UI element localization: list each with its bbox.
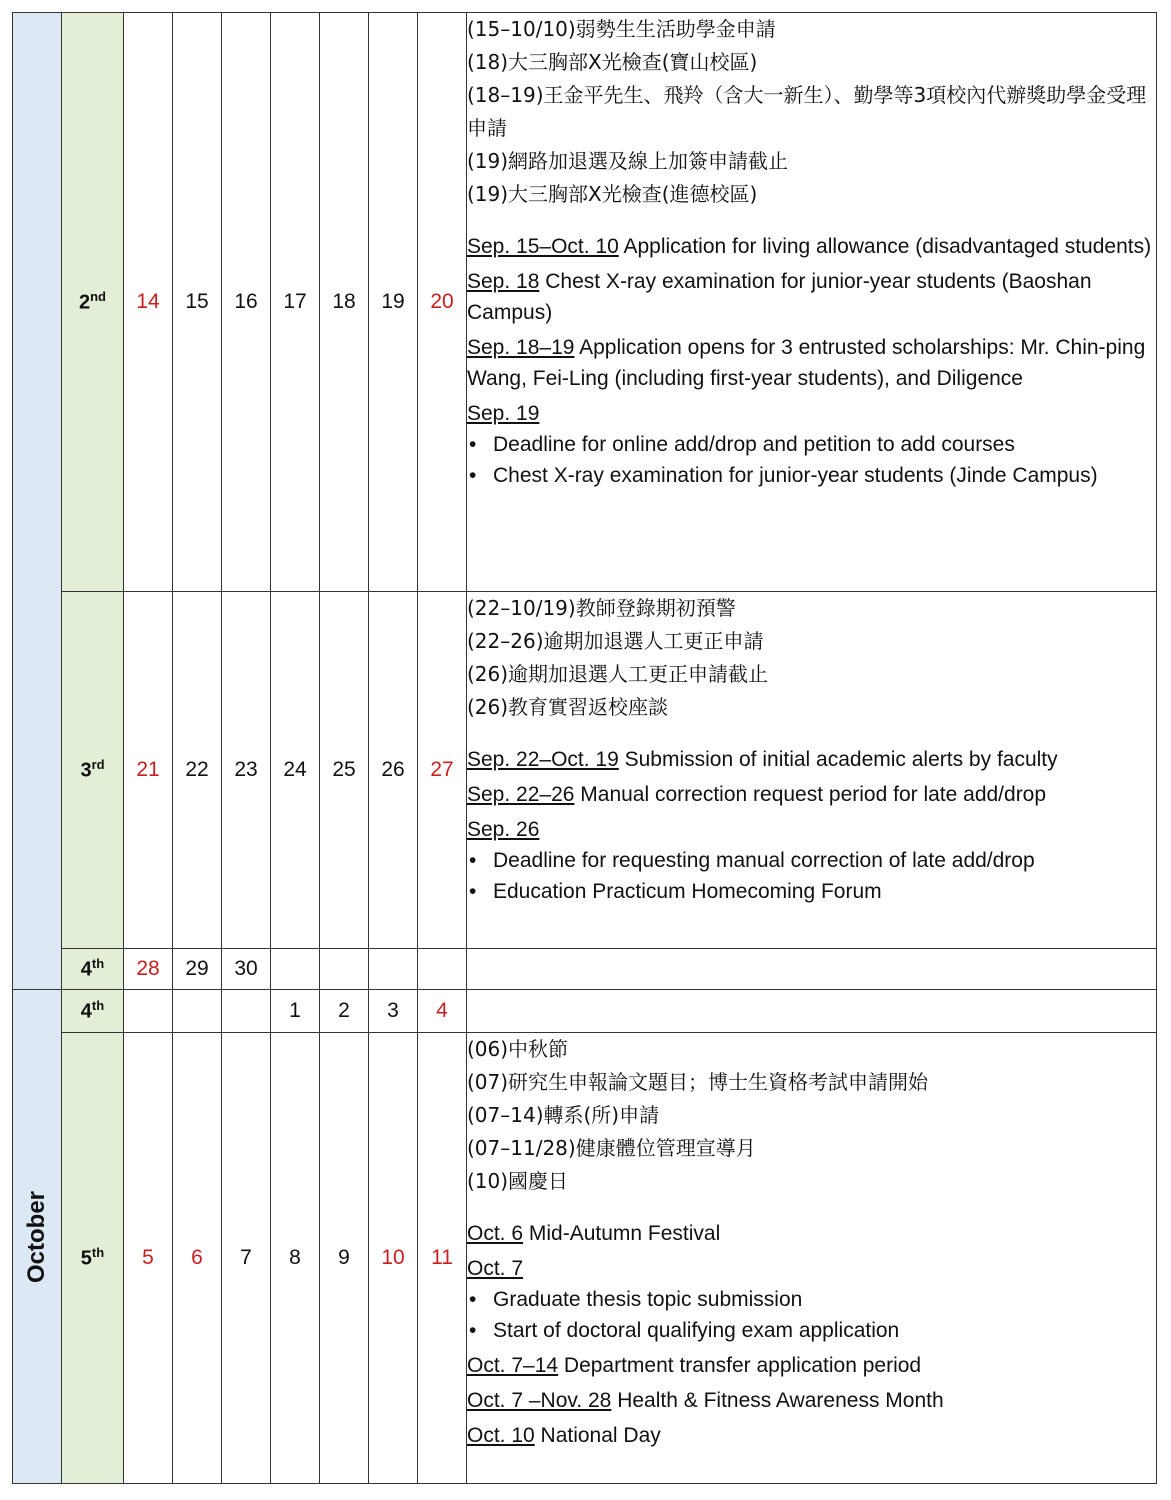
event-bullet: • Chest X-ray examination for junior-year students (Jinde Campus) — [467, 460, 1156, 491]
day-cell: 27 — [418, 592, 467, 949]
event-bullet: • Deadline for requesting manual correction of late add/drop — [467, 845, 1156, 876]
week-number: 4th — [62, 990, 124, 1033]
day-cell — [173, 990, 222, 1033]
day-cell: 26 — [369, 592, 418, 949]
event-zh: (26)教育實習返校座談 — [467, 695, 669, 719]
day-cell: 6 — [173, 1033, 222, 1484]
week-row — [13, 949, 1157, 990]
week-number: 5th — [62, 1033, 124, 1484]
day-cell: 28 — [124, 949, 173, 990]
event-en — [467, 1420, 1156, 1451]
event-bullet: • Education Practicum Homecoming Forum — [467, 876, 1156, 907]
events-cell — [467, 1033, 1157, 1484]
day-cell: 17 — [271, 13, 320, 592]
day-cell — [369, 949, 418, 990]
events-cell — [467, 592, 1157, 949]
event-date: Sep. 22–Oct. 19 — [467, 748, 619, 771]
day-cell: 8 — [271, 1033, 320, 1484]
event-text: Manual correction request period for late add/drop — [574, 783, 1047, 806]
event-text: Mid-Autumn Festival — [523, 1222, 721, 1245]
event-date: Sep. 19 — [467, 402, 540, 425]
event-en — [467, 398, 1156, 429]
event-bullet: • Graduate thesis topic submission — [467, 1284, 1156, 1315]
event-en — [467, 1385, 1156, 1416]
day-cell: 23 — [222, 592, 271, 949]
day-cell: 19 — [369, 13, 418, 592]
academic-calendar-table — [12, 12, 1157, 1484]
event-bullet: • Deadline for online add/drop and petition to add courses — [467, 429, 1156, 460]
event-text: Application opens for 3 entrusted scholarships: Mr. Chin-ping Wang, Fei-Ling (including first-year students), and Diligence — [467, 336, 1146, 390]
day-cell: 14 — [124, 13, 173, 592]
month-cell-september — [13, 13, 62, 990]
event-zh: (18–19)王金平先生、飛羚（含大一新生）、勤學等3項校內代辦獎助學金受理申請 — [467, 83, 1147, 140]
day-cell — [320, 949, 369, 990]
event-zh: (07–11/28)健康體位管理宣導月 — [467, 1136, 756, 1160]
event-date: Sep. 26 — [467, 818, 540, 841]
event-en — [467, 231, 1156, 262]
event-text: Department transfer application period — [558, 1354, 922, 1377]
day-cell: 18 — [320, 13, 369, 592]
events-cell — [467, 13, 1157, 592]
day-cell: 16 — [222, 13, 271, 592]
event-zh: (22–26)逾期加退選人工更正申請 — [467, 629, 764, 653]
event-zh: (18)大三胸部X光檢查(寶山校區) — [467, 50, 758, 74]
week-number: 4th — [62, 949, 124, 990]
event-en — [467, 332, 1156, 394]
event-en — [467, 779, 1156, 810]
day-cell — [418, 949, 467, 990]
event-date: Oct. 10 — [467, 1424, 535, 1447]
day-cell: 5 — [124, 1033, 173, 1484]
day-cell: 1 — [271, 990, 320, 1033]
event-bullet: • Start of doctoral qualifying exam application — [467, 1315, 1156, 1346]
day-cell: 7 — [222, 1033, 271, 1484]
day-cell: 29 — [173, 949, 222, 990]
day-cell: 2 — [320, 990, 369, 1033]
day-cell: 4 — [418, 990, 467, 1033]
day-cell: 22 — [173, 592, 222, 949]
event-en — [467, 266, 1156, 328]
event-text: Chest X-ray examination for junior-year students (Baoshan Campus) — [467, 270, 1092, 324]
day-cell: 20 — [418, 13, 467, 592]
event-text: Submission of initial academic alerts by faculty — [618, 748, 1058, 771]
week-number: 2nd — [62, 13, 124, 592]
day-cell — [271, 949, 320, 990]
events-cell — [467, 990, 1157, 1033]
event-zh: (07)研究生申報論文題目；博士生資格考試申請開始 — [467, 1070, 929, 1094]
event-date: Oct. 7 — [467, 1257, 524, 1280]
day-cell: 15 — [173, 13, 222, 592]
events-cell — [467, 949, 1157, 990]
event-text: National Day — [534, 1424, 661, 1447]
event-en — [467, 1350, 1156, 1381]
day-cell — [124, 990, 173, 1033]
event-text: Health & Fitness Awareness Month — [611, 1389, 944, 1412]
event-en — [467, 1253, 1156, 1284]
day-cell: 21 — [124, 592, 173, 949]
event-date: Oct. 6 — [467, 1222, 524, 1245]
day-cell: 9 — [320, 1033, 369, 1484]
event-date: Sep. 15–Oct. 10 — [467, 235, 619, 258]
day-cell — [222, 990, 271, 1033]
month-cell-october — [13, 990, 62, 1484]
week-row — [13, 592, 1157, 949]
event-en — [467, 1218, 1156, 1249]
event-zh: (19)網路加退選及線上加簽申請截止 — [467, 149, 789, 173]
event-date: Oct. 7–14 — [467, 1354, 559, 1377]
event-date: Sep. 18 — [467, 270, 540, 293]
event-text: Application for living allowance (disadvantaged students) — [618, 235, 1152, 258]
event-zh: (15–10/10)弱勢生生活助學金申請 — [467, 17, 776, 41]
week-row — [13, 990, 1157, 1033]
event-date: Oct. 7 –Nov. 28 — [467, 1389, 612, 1412]
day-cell: 10 — [369, 1033, 418, 1484]
event-zh: (10)國慶日 — [467, 1169, 569, 1193]
week-row — [13, 13, 1157, 592]
event-zh: (06)中秋節 — [467, 1037, 569, 1061]
event-date: Sep. 22–26 — [467, 783, 575, 806]
event-date: Sep. 18–19 — [467, 336, 575, 359]
week-number: 3rd — [62, 592, 124, 949]
event-zh: (26)逾期加退選人工更正申請截止 — [467, 662, 769, 686]
day-cell: 25 — [320, 592, 369, 949]
event-zh: (19)大三胸部X光檢查(進德校區) — [467, 182, 758, 206]
day-cell: 11 — [418, 1033, 467, 1484]
day-cell: 3 — [369, 990, 418, 1033]
event-en — [467, 814, 1156, 845]
event-zh: (22–10/19)教師登錄期初預警 — [467, 596, 736, 620]
day-cell: 24 — [271, 592, 320, 949]
event-en — [467, 744, 1156, 775]
day-cell: 30 — [222, 949, 271, 990]
month-label: October — [23, 1190, 50, 1283]
event-zh: (07–14)轉系(所)申請 — [467, 1103, 660, 1127]
week-row — [13, 1033, 1157, 1484]
